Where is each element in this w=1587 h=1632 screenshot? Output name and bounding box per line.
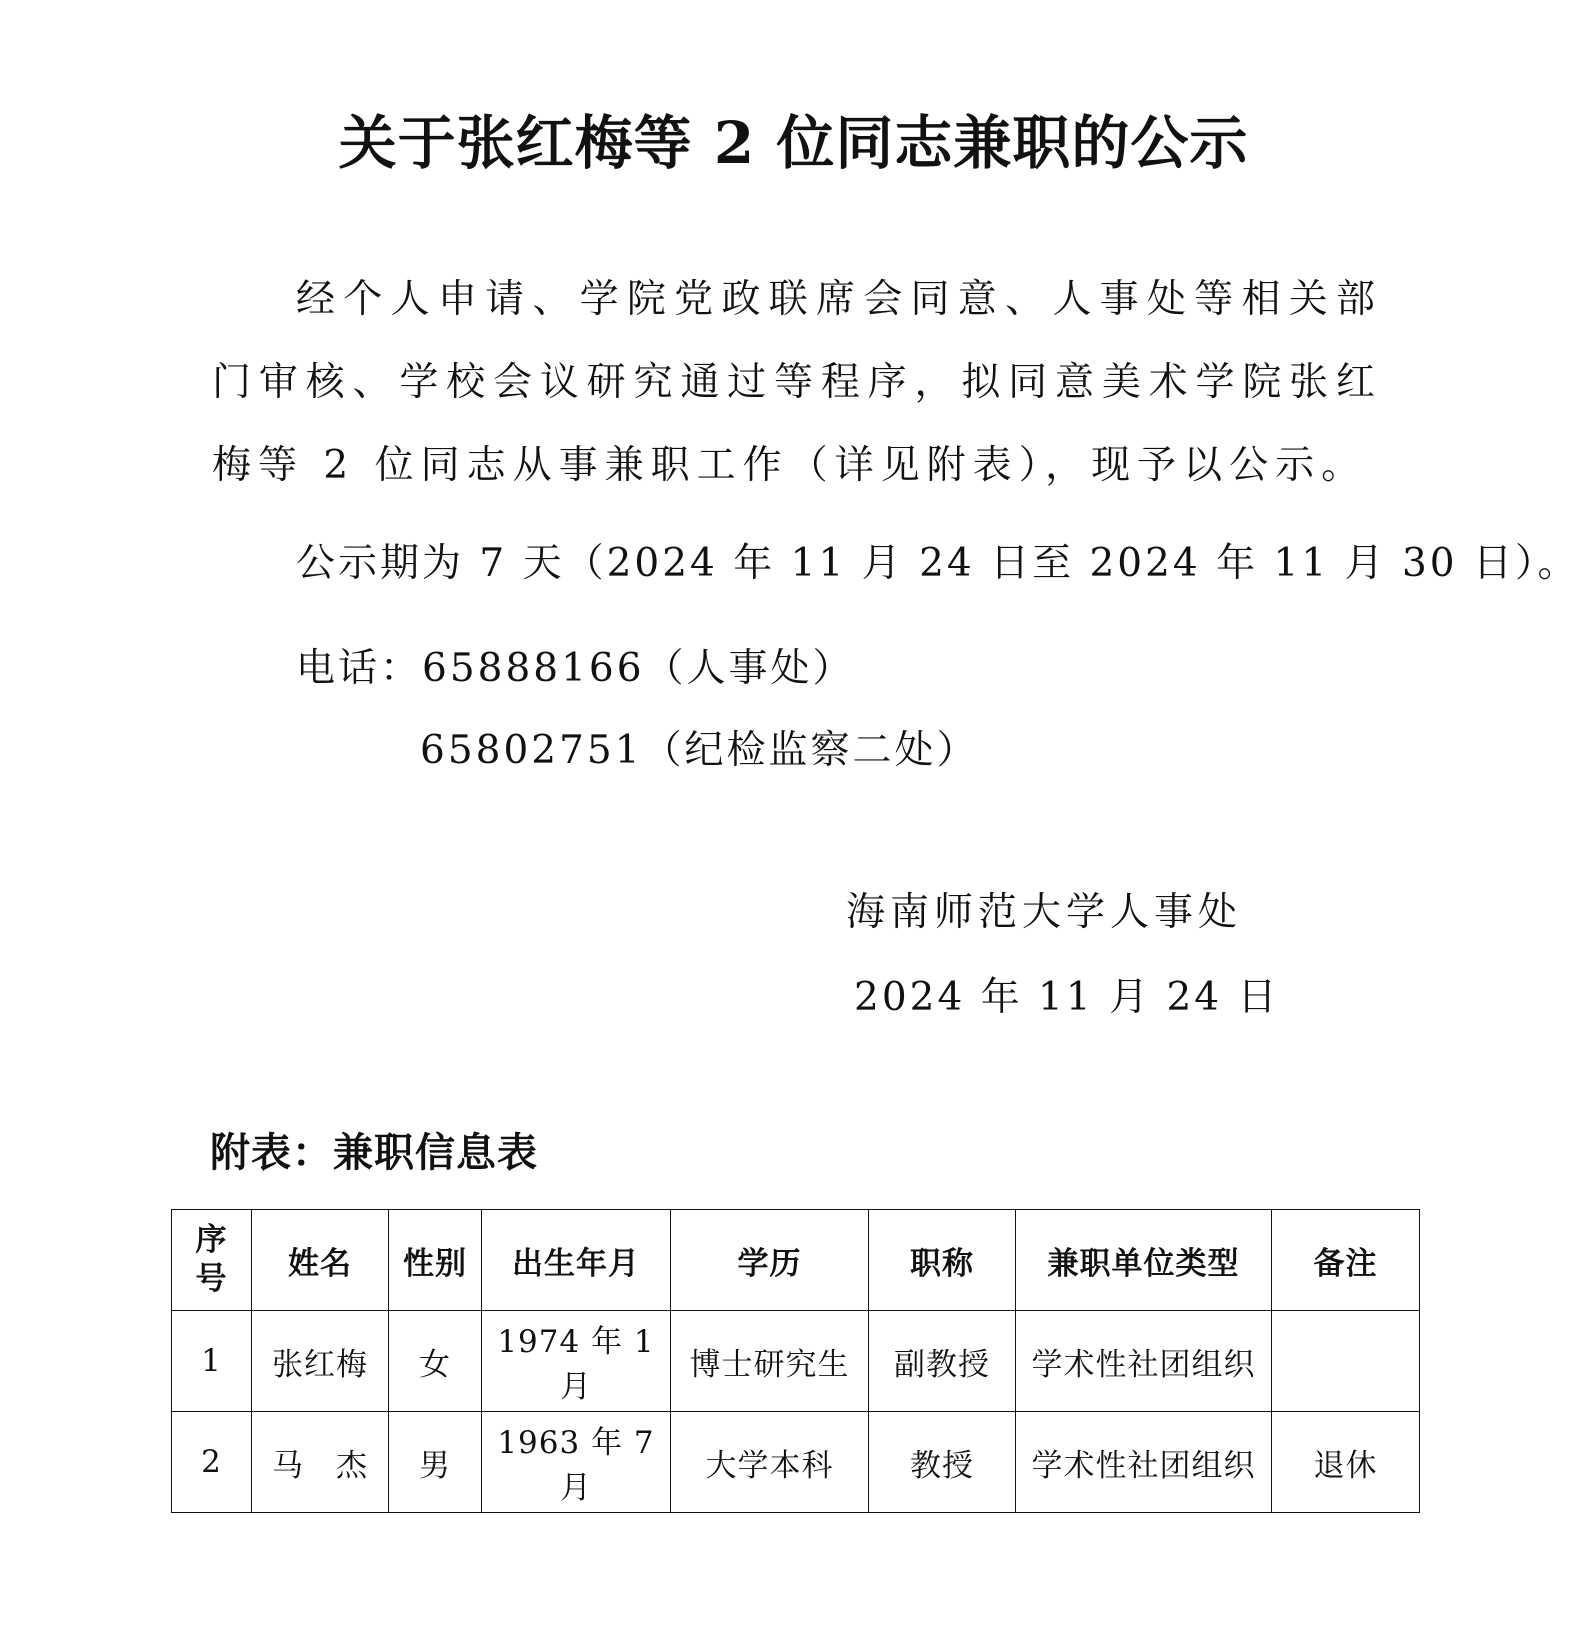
phone-line-2 bbox=[420, 718, 979, 784]
cell-education: 大学本科 bbox=[671, 1412, 869, 1513]
header-education: 学历 bbox=[671, 1210, 869, 1311]
notice-paragraph-1: 经个人申请、学院党政联席会同意、人事处等相关部门审核、学校会议研究通过等程序，拟同意美术学院张红梅等 2 位同志从事兼职工作（详见附表），现予以公示。 bbox=[212, 277, 1382, 488]
header-title: 职称 bbox=[869, 1210, 1016, 1311]
phone-label: 电话： bbox=[296, 646, 423, 691]
header-name: 姓名 bbox=[252, 1210, 389, 1311]
cell-serial-number: 2 bbox=[172, 1412, 252, 1513]
table-header-row bbox=[172, 1210, 1420, 1311]
signature-organization: 海南师范大学人事处 bbox=[846, 890, 1243, 935]
notice-body bbox=[212, 258, 1382, 507]
cell-gender: 男 bbox=[389, 1412, 482, 1513]
phone-number-1: 65888166（人事处） bbox=[422, 646, 855, 691]
cell-name: 张红梅 bbox=[252, 1311, 389, 1412]
cell-remarks: 退休 bbox=[1272, 1412, 1420, 1513]
header-birth-date: 出生年月 bbox=[482, 1210, 671, 1311]
cell-birth-date: 1974 年 1 月 bbox=[482, 1311, 671, 1412]
cell-organization-type: 学术性社团组织 bbox=[1016, 1412, 1272, 1513]
cell-organization-type: 学术性社团组织 bbox=[1016, 1311, 1272, 1412]
cell-birth-date: 1963 年 7 月 bbox=[482, 1412, 671, 1513]
cell-name: 马 杰 bbox=[252, 1412, 389, 1513]
cell-remarks bbox=[1272, 1311, 1420, 1412]
cell-title: 教授 bbox=[869, 1412, 1016, 1513]
signature-date: 2024 年 11 月 24 日 bbox=[854, 975, 1280, 1020]
header-serial-number: 序号 bbox=[172, 1210, 252, 1311]
cell-serial-number: 1 bbox=[172, 1311, 252, 1412]
phone-line-1 bbox=[296, 636, 855, 702]
header-gender: 性别 bbox=[389, 1210, 482, 1311]
appendix-title: 附表：兼职信息表 bbox=[210, 1129, 538, 1176]
cell-gender: 女 bbox=[389, 1311, 482, 1412]
cell-education: 博士研究生 bbox=[671, 1311, 869, 1412]
document-title: 关于张红梅等 2 位同志兼职的公示 bbox=[338, 109, 1249, 177]
cell-title: 副教授 bbox=[869, 1311, 1016, 1412]
table-row bbox=[172, 1412, 1420, 1513]
notice-period-paragraph: 公示期为 7 天（2024 年 11 月 24 日至 2024 年 11 月 30 日）。 bbox=[296, 541, 1580, 586]
table-row bbox=[172, 1311, 1420, 1412]
header-organization-type: 兼职单位类型 bbox=[1016, 1210, 1272, 1311]
phone-number-2: 65802751（纪检监察二处） bbox=[420, 728, 979, 773]
header-remarks: 备注 bbox=[1272, 1210, 1420, 1311]
part-time-info-table bbox=[171, 1209, 1420, 1513]
